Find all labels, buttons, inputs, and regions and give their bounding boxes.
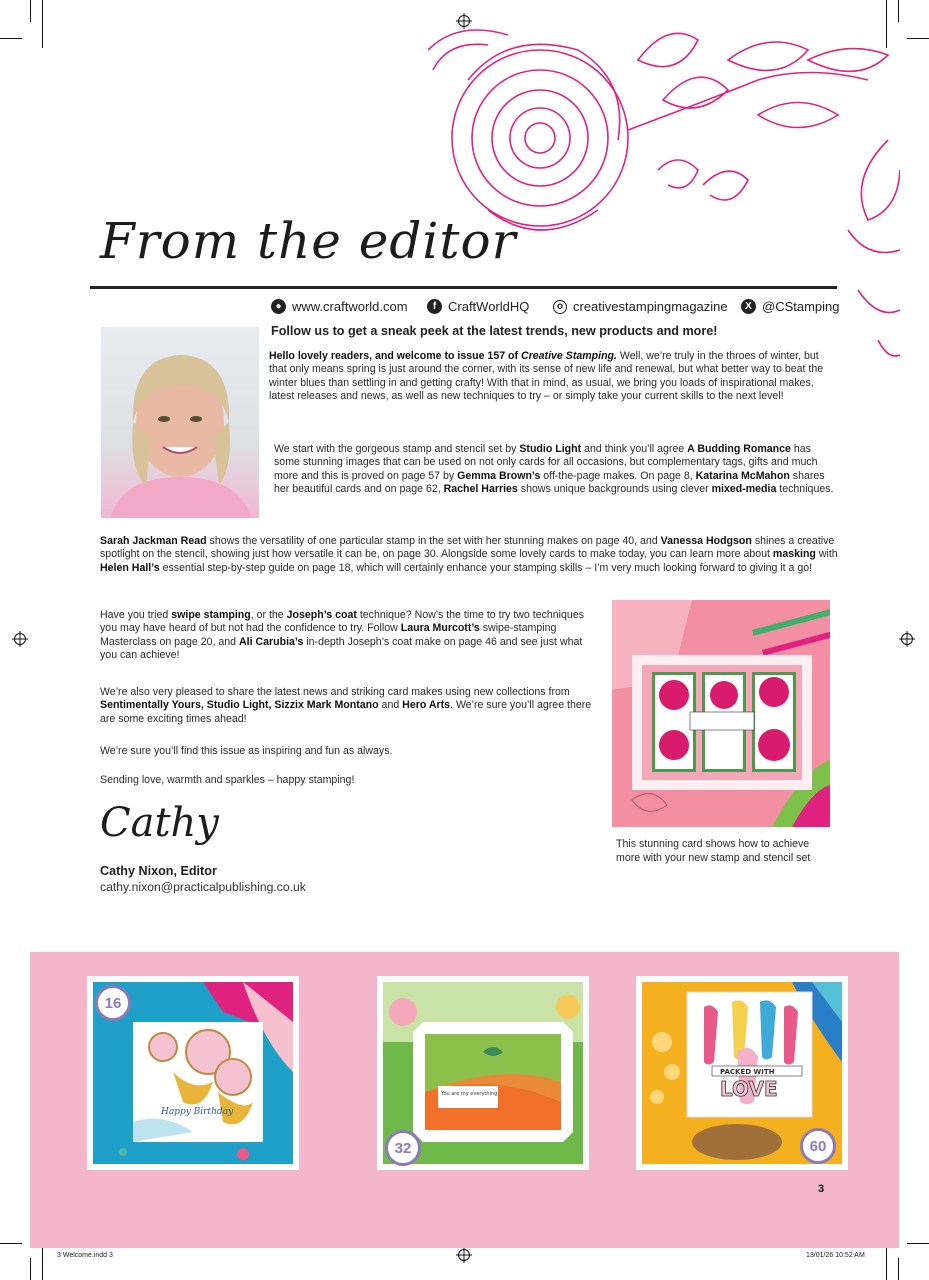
text: . We’re sure you’ll agree there are some exciting times ahead!: [100, 699, 592, 725]
bold-text: Vanessa Hodgson: [660, 535, 752, 547]
rose-illustration: [428, 20, 900, 370]
paragraph-6: We’re sure you’ll find this issue as inspiring and fun as always.: [100, 745, 393, 757]
paragraph-4: [100, 609, 600, 663]
card-text: You are my everything: [441, 1091, 498, 1097]
card-text: Happy Birthday: [161, 1107, 234, 1117]
social-x-label: @CStamping: [762, 299, 840, 314]
paragraph-3: [100, 535, 840, 575]
crop-mark: [907, 38, 929, 39]
text: techniques.: [776, 483, 834, 496]
card-text-love: LOVE: [720, 1077, 778, 1101]
page-title: From the editor: [100, 212, 517, 270]
registration-mark-icon: [456, 1247, 472, 1263]
bold-text: Ali Carubia’s: [238, 635, 304, 648]
paragraph-7: Sending love, warmth and sparkles – happy stamping!: [100, 774, 355, 786]
card-text-top: PACKED WITH: [720, 1068, 775, 1076]
registration-mark-icon: [899, 631, 915, 647]
page-number: 3: [818, 1183, 825, 1195]
text: Have you tried: [100, 609, 172, 621]
preview-thumbnail-16[interactable]: [87, 976, 299, 1170]
text: in-depth Joseph’s coat make on page 46 and see just what you can achieve!: [100, 635, 583, 662]
text: We start with the gorgeous stamp and stencil set by: [274, 443, 520, 455]
bold-text: mixed-media: [711, 483, 777, 496]
title-rule: [90, 286, 837, 289]
bold-text: Sentimentally Yours, Studio Light, Sizzix Mark Montano: [100, 699, 379, 712]
intro-rest: Well, we’re truly in the throes of winter, but that only means spring is just around the corner, with its sense of new life and renewal, but what better way to beat the winter blues than settling in and getting crafty! With that in mind, as usual, we bring you loads of inspirational makes, latest releases and news, as well as new techniques to try – or simply take your current skills to the next level!: [269, 350, 824, 403]
social-web[interactable]: [271, 299, 408, 314]
bold-text: Gemma Brown’s: [457, 469, 541, 482]
text: shines a creative spotlight on the stencil, showing just how versatile it can be, on page 30. Alongside some lovely cards to make today, you can learn more about: [100, 535, 835, 561]
bold-text: Joseph’s coat: [286, 609, 357, 621]
social-web-label: www.craftworld.com: [292, 299, 408, 314]
feature-caption: This stunning card shows how to achieve more with your new stamp and stencil set: [616, 838, 811, 864]
crop-mark: [42, 0, 43, 48]
bold-text: Sarah Jackman Read: [100, 535, 207, 547]
bold-text: Studio Light: [519, 443, 582, 455]
intro-greeting: Hello lovely readers, and welcome to issue 157 of: [269, 350, 521, 362]
preview-thumbnail-32[interactable]: [377, 976, 589, 1170]
facebook-icon: f: [427, 299, 442, 314]
paragraph-5: [100, 686, 605, 726]
intro-paragraph: [269, 350, 836, 404]
page-badge: 32: [385, 1130, 421, 1166]
bold-text: Helen Hall’s: [100, 561, 160, 574]
bold-text: masking: [772, 548, 816, 561]
crop-mark: [30, 0, 31, 22]
text: shares her beautiful cards and on page 62,: [274, 469, 825, 496]
text: shows the versatility of one particular stamp in the set with her stunning makes on page 40, and: [206, 535, 661, 547]
text: has some stunning images that can be used on not only cards for all occasions, but complementary tags, gifts and much more and this is proved on page 57 by: [274, 443, 818, 482]
crop-mark: [0, 1243, 22, 1244]
crop-mark: [0, 38, 22, 39]
preview-thumbnail-60[interactable]: [636, 976, 848, 1170]
editor-photo: [101, 327, 259, 518]
text: shows unique backgrounds using clever: [517, 483, 712, 496]
editor-email[interactable]: cathy.nixon@practicalpublishing.co.uk: [100, 880, 306, 894]
page-badge: 60: [800, 1128, 836, 1164]
instagram-icon: o: [553, 300, 567, 314]
text: swipe-stamping Masterclass on page 20, and: [100, 622, 557, 648]
bold-text: swipe stamping: [171, 609, 251, 621]
social-facebook[interactable]: [427, 299, 529, 314]
crop-mark: [907, 1243, 929, 1244]
social-instagram-label: creativestampingmagazine: [573, 299, 728, 314]
bold-text: Rachel Harries: [443, 483, 518, 496]
crop-mark: [898, 0, 899, 22]
text: We’re also very pleased to share the latest news and striking card makes using new collections from: [100, 686, 570, 698]
text: and think you’ll agree: [581, 443, 688, 455]
social-x[interactable]: [741, 299, 840, 314]
social-instagram[interactable]: [553, 299, 728, 314]
signature: Cathy: [100, 800, 219, 846]
crop-mark: [898, 1258, 899, 1280]
paragraph-2: [274, 443, 834, 497]
text: and: [378, 699, 403, 712]
bold-text: Laura Murcott’s: [400, 622, 480, 635]
editor-name: Cathy Nixon, Editor: [100, 864, 217, 878]
bold-text: Hero Arts: [402, 699, 451, 712]
bold-text: Katarina McMahon: [695, 469, 790, 482]
text: with: [815, 548, 838, 561]
text: off-the-page makes. On page 8,: [540, 469, 696, 482]
x-icon: X: [741, 299, 756, 314]
slug-date: 13/01/26 10:52 AM: [806, 1252, 865, 1259]
bold-text: A Budding Romance: [687, 443, 791, 455]
crop-mark: [30, 1258, 31, 1280]
follow-text: Follow us to get a sneak peek at the latest trends, new products and more!: [271, 324, 718, 338]
text: , or the: [250, 609, 287, 621]
slug-file: 3 Welcome.indd 3: [57, 1252, 113, 1259]
feature-card-image: [612, 600, 830, 827]
page-badge: 16: [95, 985, 131, 1021]
text: technique? Now’s the time to try two techniques you may have heard of but not had the confidence to try. Follow: [100, 609, 585, 635]
social-facebook-label: CraftWorldHQ: [448, 299, 530, 314]
globe-icon: ●: [271, 299, 286, 314]
text: essential step-by-step guide on page 18, which will certainly enhance your stamping skills – I’m very much looking forward to giving it a go!: [159, 561, 813, 574]
magazine-name: Creative Stamping.: [521, 350, 617, 362]
registration-mark-icon: [12, 631, 28, 647]
